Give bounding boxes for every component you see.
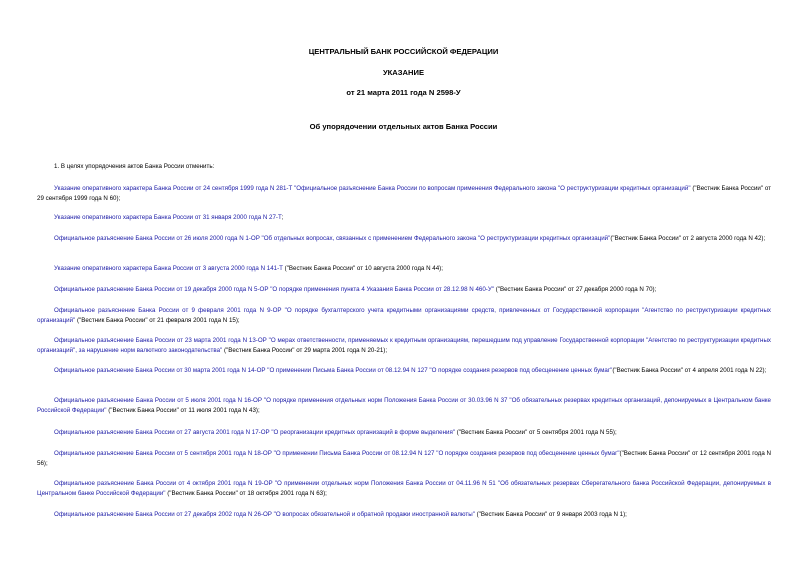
- act-link[interactable]: Официальное разъяснение Банка России от 9 февраля 2001 года N 9-ОР "О порядке бухгалтерского учета кредитными организациями средств, привлеченных от Государственной корпорации "Агентство по реструктуризации кредитных организаций": [37, 307, 771, 325]
- list-item: [37, 213, 771, 223]
- list-item: [37, 479, 771, 500]
- act-link[interactable]: Официальное разъяснение Банка России от 4 октября 2001 года N 19-ОР "О применении отдельных норм Положения Банка России от 04.11.96 N 51 "Об обязательных резервах Сберегательного банка Российской Федерации, депонируемых в Центральном банке Российской Федерации": [37, 480, 771, 498]
- act-source: ("Вестник Банка России" от 5 сентября 2001 года N 55);: [455, 429, 617, 436]
- list-item: [37, 428, 771, 438]
- act-link[interactable]: Официальное разъяснение Банка России от 5 июля 2001 года N 16-ОР "О порядке применения отдельных норм Положения Банка России от 30.03.96 N 37 "Об обязательных резервах кредитных организаций, депонируемых в Центральном банке Российской Федерации": [37, 397, 771, 415]
- act-source: ("Вестник Банка России" от 29 марта 2001 года N 20-21);: [222, 347, 388, 355]
- act-link[interactable]: Указание оперативного характера Банка России от 3 августа 2000 года N 141-Т: [54, 265, 283, 272]
- act-link[interactable]: Указание оперативного характера Банка России от 24 сентября 1999 года N 281-Т "Официальное разъяснение Банка России по вопросам применения Федерального закона "О реструктуризации кредитных организаций": [54, 185, 691, 192]
- list-item: [37, 285, 771, 295]
- act-source: ("Вестник Банка России" от 11 июля 2001 года N 43);: [106, 407, 260, 415]
- document-title: Об упорядочении отдельных актов Банка России: [309, 122, 498, 131]
- act-source: ("Вестник Банка России" от 27 декабря 2000 года N 70);: [493, 286, 657, 293]
- act-link[interactable]: Указание оперативного характера Банка России от 31 января 2000 года N 27-Т: [54, 214, 282, 221]
- act-link[interactable]: Официальное разъяснение Банка России от 26 июля 2000 года N 1-ОР "Об отдельных вопросах, связанных с применением Федерального закона "О реструктуризации кредитных организаций": [54, 235, 611, 242]
- list-item: [37, 184, 771, 205]
- act-source: ("Вестник Банка России" от 4 апреля 2001 года N 22);: [612, 367, 767, 374]
- act-source: ("Вестник Банка России" от 9 января 2003 года N 1);: [474, 511, 627, 518]
- act-link[interactable]: Официальное разъяснение Банка России от 23 марта 2001 года N 13-ОР "О мерах ответственности, применяемых к кредитным организациям, перешедшим под управление Государственной корпорации "Агентство по реструктуризации кредитных организаций", за нарушение норм валютного законодательства": [37, 337, 771, 355]
- act-source: ("Вестник Банка России" от 12 сентября 2001 года N 56);: [37, 450, 771, 468]
- act-source: ("Вестник Банка России" от 10 августа 2000 года N 44);: [282, 265, 443, 272]
- list-item: [37, 396, 771, 417]
- list-item: [37, 264, 771, 274]
- act-source: ;: [281, 214, 284, 221]
- act-link[interactable]: Официальное разъяснение Банка России от 5 сентября 2001 года N 18-ОР "О применении Письма Банка России от 08.12.94 N 127 "О порядке создания резервов под обесценение ценных бумаг": [54, 450, 620, 457]
- document-type: УКАЗАНИЕ: [382, 68, 425, 77]
- act-link[interactable]: Официальное разъяснение Банка России от 30 марта 2001 года N 14-ОР "О применении Письма Банка России от 08.12.94 N 127 "О порядке создания резервов под обесценение ценных бумаг": [54, 367, 613, 374]
- act-source: ("Вестник Банка России" от 21 февраля 2001 года N 15);: [75, 317, 240, 325]
- list-item: [37, 510, 771, 520]
- list-item: [37, 336, 771, 357]
- issuer-heading: ЦЕНТРАЛЬНЫЙ БАНК РОССИЙСКОЙ ФЕДЕРАЦИИ: [308, 47, 499, 56]
- document-date-number: от 21 марта 2011 года N 2598-У: [346, 88, 461, 97]
- act-link[interactable]: Официальное разъяснение Банка России от 27 декабря 2002 года N 26-ОР "О вопросах обязательной и обратной продажи иностранной валюты": [54, 511, 475, 518]
- act-link[interactable]: Официальное разъяснение Банка России от 27 августа 2001 года N 17-ОР "О реорганизации кредитных организаций в форме выделения": [54, 429, 455, 436]
- list-item: [37, 306, 771, 327]
- act-link[interactable]: Официальное разъяснение Банка России от 19 декабря 2000 года N 5-ОР "О порядке применения пункта 4 Указания Банка России от 28.12.98 N 460-У": [54, 286, 494, 293]
- list-item: [37, 449, 771, 470]
- list-item: [37, 234, 771, 244]
- list-item: [37, 366, 771, 376]
- act-source: ("Вестник Банка России" от 29 сентября 1999 года N 60);: [37, 185, 771, 203]
- act-source: ("Вестник Банка России" от 18 октября 2001 года N 63);: [165, 490, 327, 498]
- intro-paragraph: 1. В целях упорядочения актов Банка России отменить:: [54, 163, 215, 170]
- act-source: ("Вестник Банка России" от 2 августа 2000 года N 42);: [610, 235, 766, 242]
